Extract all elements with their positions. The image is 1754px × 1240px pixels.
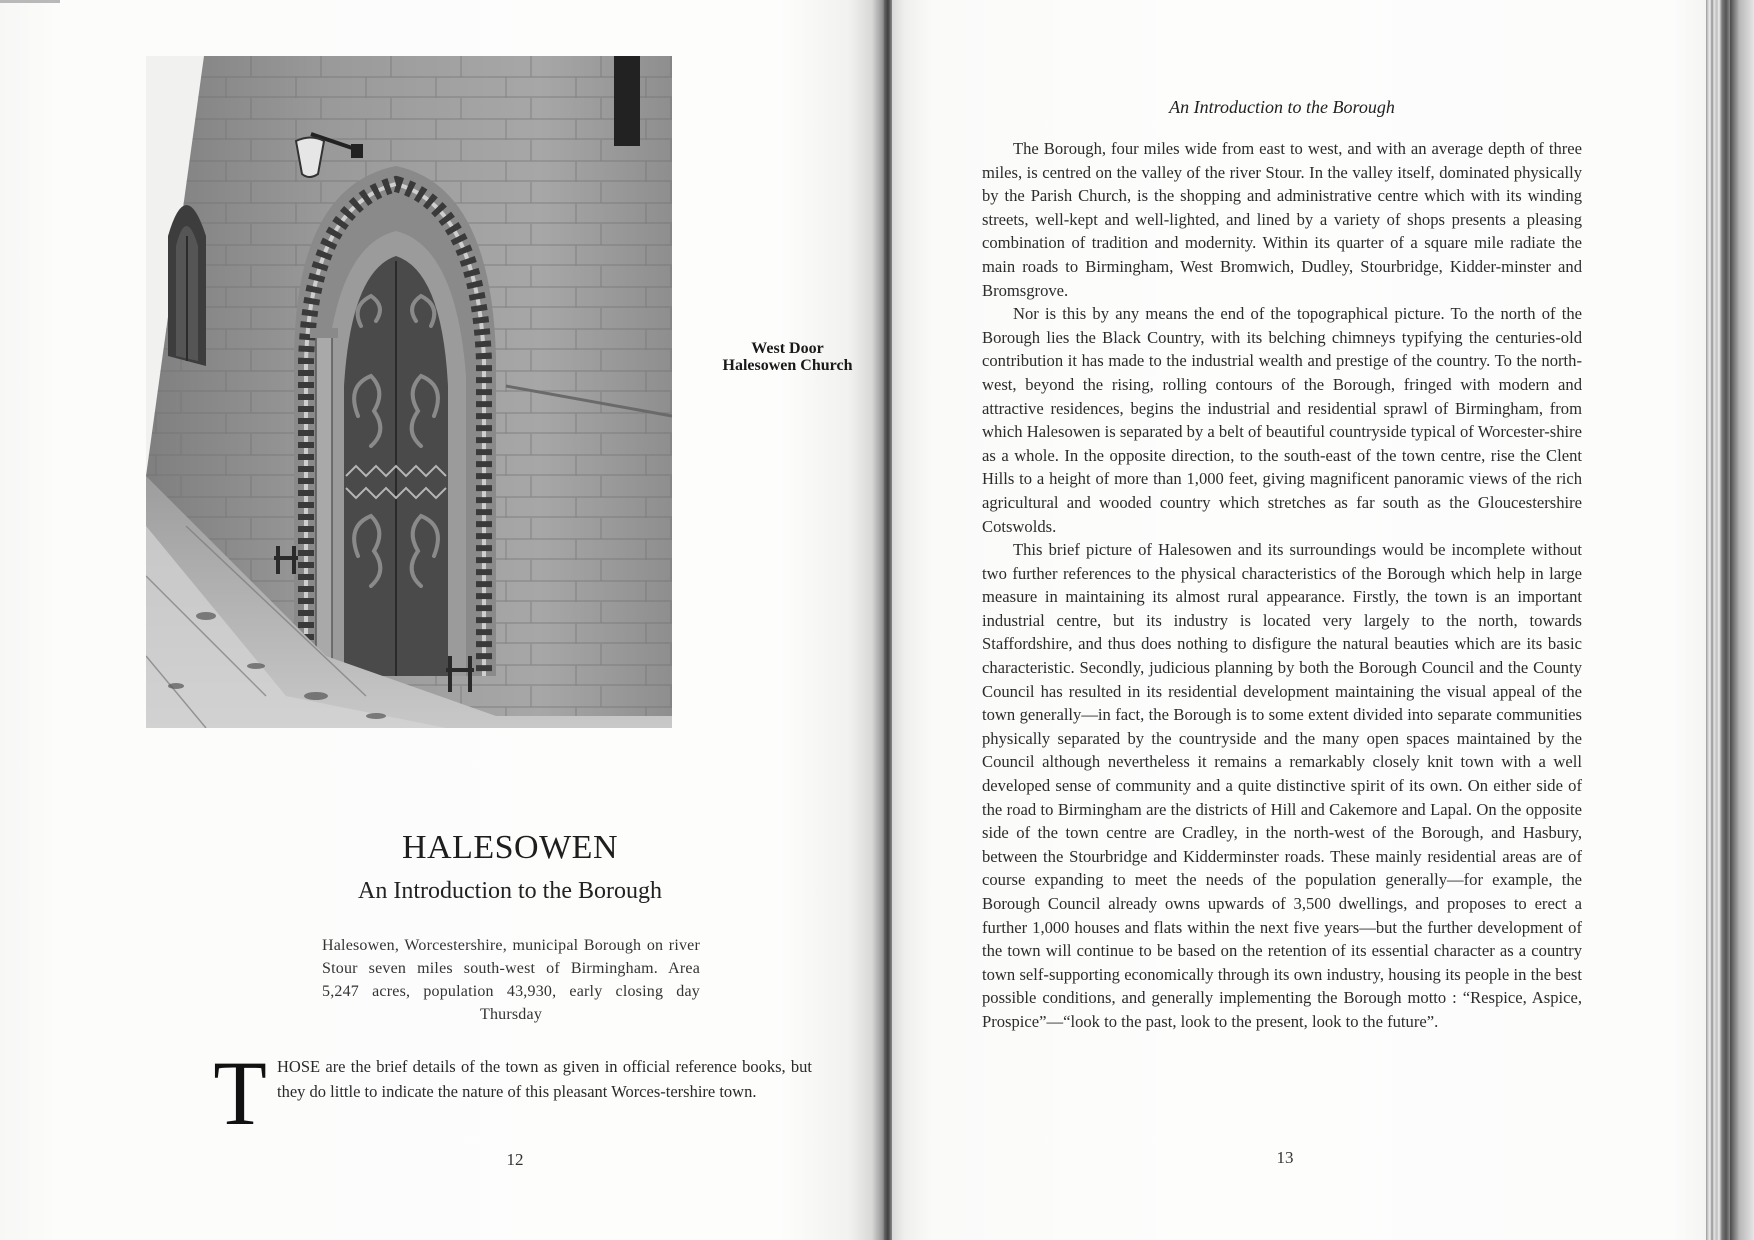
photo-caption: [700, 340, 875, 374]
page-number-left: 12: [506, 1150, 524, 1169]
page-number-right: 13: [1276, 1148, 1294, 1167]
book-cover-edge: [1730, 0, 1754, 1240]
church-door-illustration: [146, 56, 672, 728]
caption-line-1: West Door: [751, 340, 824, 357]
intro-paragraph: [212, 1042, 812, 1144]
body-paragraph: Nor is this by any means the end of the topographical picture. To the north of the Borough lies the Black Country, with its belching chimneys typifying the centuries-old contribution it has made to the industrial wealth and prestige of the country. To the north-west, beyond the rising, rolling contours of the Borough, fringed with modern and attractive residences, begins the industrial and residential sprawl of Birmingham, from which Halesowen is separated by a belt of beautiful countryside typical of Worcester-shire as a whole. In the opposite direction, to the south-east of the town centre, rise the Clent Hills to a height of more than 1,000 feet, giving magnificent panoramic views of the rich agricultural and wooded country which stretches as far south as the Gloucestershire Cotswolds.: [982, 304, 1582, 536]
body-paragraph: This brief picture of Halesowen and its surroundings would be incomplete without two further references to the physical characteristics of the Borough which help in large measure in maintaining its almost rural appearance. Firstly, the town is an important industrial centre, but its industry is located very largely to the north, towards Staffordshire, and thus does nothing to disfigure the natural beauties which are its basic characteristic. Secondly, judicious planning by both the Borough Council and the County Council has resulted in its residential development maintaining the visual appeal of the town generally—in fact, the Borough is to some extent divided into separate communities physically separated by the countryside and the many open spaces maintained by the Council although nevertheless it remains a remarkably closely knit town with a well developed sense of community and a quite distinctive spirit of its own. On either side of the road to Birmingham are the districts of Hill and Cakemore and Lapal. On the opposite side of the town centre are Cradley, in the north-west of the Borough, and Hasbury, between the Stourbridge and Kidderminster roads. These mainly residential areas are of course expanding to meet the needs of the population generally—for example, the Borough Council already owns upwards of 3,500 dwellings, and proposes to erect a further 1,000 houses and flats within the next five years—but the further development of the town will continue to be based on the retention of its essential character as a country town self-supporting economically through its own industry, housing its people in the best possible conditions, and generally implementing the Borough motto : “Respice, Aspice, Prospice”—“look to the past, look to the present, look to the future”.: [982, 540, 1582, 1031]
body-paragraph: The Borough, four miles wide from east to west, and with an average depth of three miles, is centred on the valley of the river Stour. In the valley itself, dominated physically by the Parish Church, is the shopping and administrative centre which with its winding streets, well-kept and well-lighted, and lined by a variety of shops presents a pleasing combination of tradition and modernity. Within its quarter of a square mile radiate the main roads to Birmingham, West Bromwich, Dudley, Stourbridge, Kidder-minster and Bromsgrove.: [982, 139, 1582, 300]
caption-line-2: Halesowen Church: [722, 357, 853, 374]
drop-cap: T: [213, 1042, 267, 1144]
page-subtitle: An Introduction to the Borough: [358, 878, 662, 904]
church-door-photo: [146, 56, 672, 728]
book-spine: [884, 0, 892, 1240]
page-edge-mark: [0, 0, 60, 3]
page-edges: [1706, 0, 1730, 1240]
page-title: HALESOWEN: [401, 829, 619, 866]
intro-text: HOSE are the brief details of the town as given in official reference books, but they do little to indicate the nature of this pleasant Worces-tershire town.: [277, 1057, 812, 1101]
body-text: [982, 137, 1582, 1034]
running-head: An Introduction to the Borough: [1169, 97, 1395, 117]
town-summary: Halesowen, Worcestershire, municipal Borough on river Stour seven miles south-west of Birmingham. Area 5,247 acres, population 43,930, early closing day Thursday: [322, 937, 700, 1023]
